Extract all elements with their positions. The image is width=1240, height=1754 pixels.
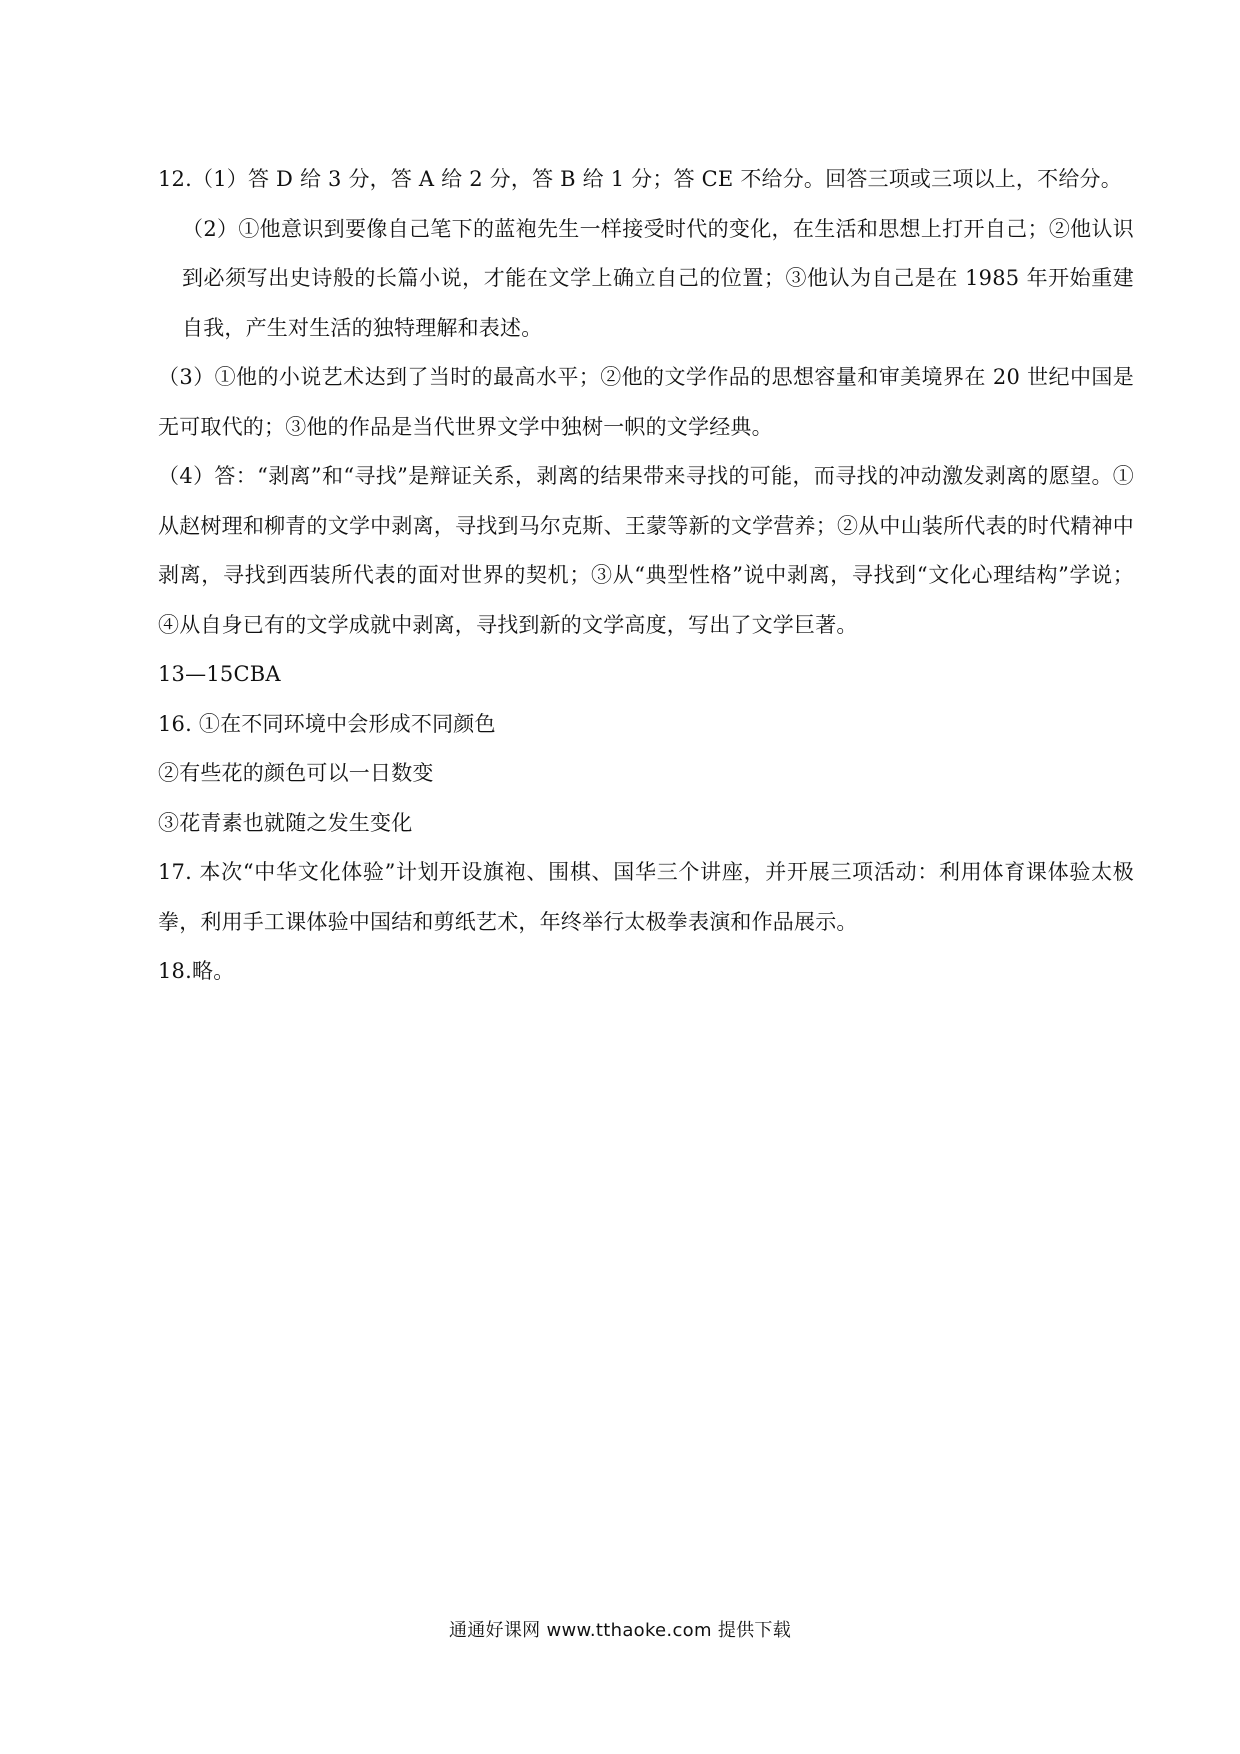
answer-16-item-1: 16. ①在不同环境中会形成不同颜色 (158, 711, 496, 736)
page-footer: 通通好课网 www.tthaoke.com 提供下载 (448, 1620, 792, 1641)
answer-12-part-1: 12.（1）答 D 给 3 分，答 A 给 2 分，答 B 给 1 分；答 CE 不给分。回答三项或三项以上，不给分。 (158, 167, 1122, 191)
answer-12-part-4: （4）答：“剥离”和“寻找”是辩证关系，剥离的结果带来寻找的可能，而寻找的冲动激发剥离的愿望。①从赵树理和柳青的文学中剥离，寻找到马尔克斯、王蒙等新的文学营养；②从中山装所代表的时代精神中剥离，寻找到西装所代表的面对世界的契机；③从“典型性格”说中剥离，寻找到“文化心理结构”学说；④从自身已有的文学成就中剥离，寻找到新的文学高度，写出了文学巨著。 (158, 464, 1134, 637)
answer-16-item-2: ②有些花的颜色可以一日数变 (158, 761, 434, 785)
answer-key-body (158, 155, 1134, 997)
answer-12-part-3: （3）①他的小说艺术达到了当时的最高水平；②他的文学作品的思想容量和审美境界在 20 世纪中国是无可取代的；③他的作品是当代世界文学中独树一帜的文学经典。 (158, 365, 1134, 439)
answer-13-15: 13—15CBA (158, 662, 281, 686)
answer-17: 17. 本次“中华文化体验”计划开设旗袍、围棋、国华三个讲座，并开展三项活动：利用体育课体验太极拳，利用手工课体验中国结和剪纸艺术，年终举行太极拳表演和作品展示。 (158, 860, 1134, 934)
answer-18: 18.略。 (158, 959, 235, 983)
answer-12-part-2: （2）①他意识到要像自己笔下的蓝袍先生一样接受时代的变化，在生活和思想上打开自己；②他认识到必须写出史诗般的长篇小说，才能在文学上确立自己的位置；③他认为自己是在 1985 年开始重建自我，产生对生活的独特理解和表述。 (182, 216, 1134, 340)
answer-16-item-3: ③花青素也就随之发生变化 (158, 810, 413, 835)
